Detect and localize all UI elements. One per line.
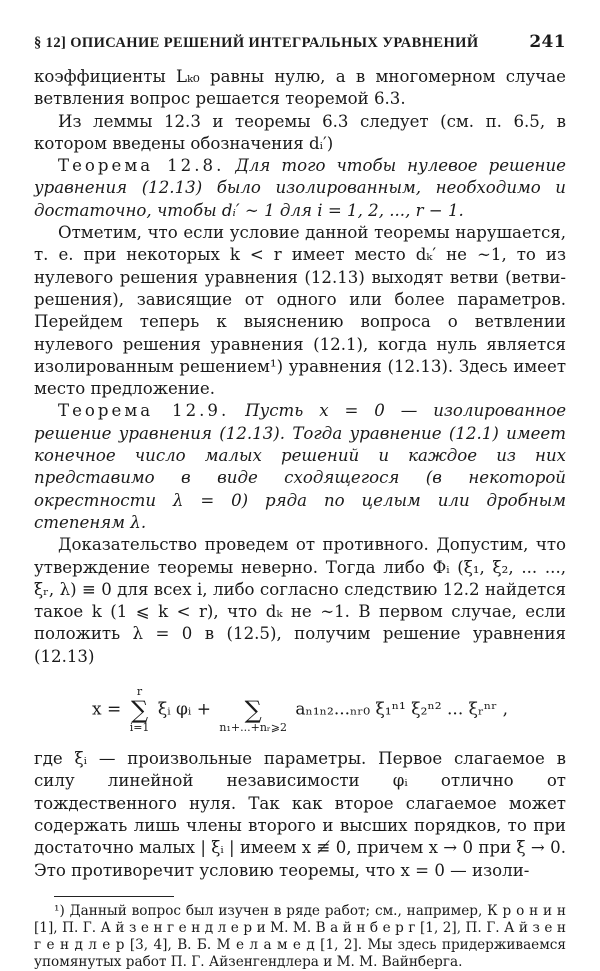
sum1-lower-limit: i=1 bbox=[129, 721, 150, 735]
sum2-term: aₙ₁ₙ₂...ₙᵣ₀ ξ₁ⁿ¹ ξ₂ⁿ² ... ξᵣⁿʳ , bbox=[295, 699, 508, 720]
sum-symbol: ∑ bbox=[130, 696, 149, 725]
sum1-term: ξᵢ φᵢ + bbox=[157, 699, 211, 720]
paragraph-4: Отметим, что если условие данной теоремы нарушается, т. е. при некоторых k < r имеет место dₖ′ не ∼1, то из нулевого решения уравнения (12.13) выходят ветви (ветви-решения), зависящие от одного или более параметров. Перейдем теперь к выяснению вопроса о ветвлении нулевого решения уравнения (12.1), когда нуль является изолированным решением¹) уравнения (12.13). Здесь имеет место предложение. bbox=[34, 223, 566, 399]
theorem-statement: Пусть x = 0 — изолированное решение уравнения (12.13). Тогда уравнение (12.1) имеет конечное число малых решений и каждое из них представимо в виде сходящегося (в некоторой окрестности λ = 0) ряда по целым или дробным степеням λ. bbox=[34, 401, 567, 532]
sum1-upper-limit: r bbox=[136, 685, 143, 699]
theorem-statement: Для того чтобы нулевое решение уравнения (12.13) было изолированным, необходимо и достаточно, чтобы dᵢ′ ∼ 1 для i = 1, 2, ..., r − 1. bbox=[34, 156, 566, 220]
theorem-label: Теорема 12.8. bbox=[58, 156, 225, 176]
page-number: 241 bbox=[529, 32, 566, 52]
running-header bbox=[34, 32, 566, 52]
theorem-12-8 bbox=[34, 155, 566, 222]
display-formula bbox=[34, 686, 566, 734]
sum2-lower-limit: n₁+...+nᵣ⩾2 bbox=[219, 721, 287, 735]
section-header: § 12] ОПИСАНИЕ РЕШЕНИЙ ИНТЕГРАЛЬНЫХ УРАВНЕНИЙ bbox=[34, 35, 479, 51]
book-page bbox=[34, 32, 566, 971]
paragraph-1: коэффициенты Lₖ₀ равны нулю, а в многомерном случае ветвления вопрос решается теоремой 6.3. bbox=[34, 67, 566, 109]
paragraph-7: где ξᵢ — произвольные параметры. Первое слагаемое в силу линейной независимости φᵢ отлично от тождественного нуля. Так как второе слагаемое может содержать лишь члены второго и высших порядков, то при достаточно малых | ξᵢ | имеем x ≢ 0, причем x → 0 при ξ → 0. Это противоречит условию теоремы, что x = 0 — изоли- bbox=[34, 749, 566, 880]
paragraph-2: Из леммы 12.3 и теоремы 6.3 следует (см. п. 6.5, в котором введены обозначения dᵢ′) bbox=[34, 111, 566, 153]
sum-symbol: ∑ bbox=[244, 696, 262, 725]
proof-paragraph: Доказательство проведем от противного. Допустим, что утверждение теоремы неверно. Тогда либо Φᵢ (ξ₁, ξ₂, ... ..., ξᵣ, λ) ≡ 0 для всех i, либо согласно следствию 12.2 найдется такое k (1 ⩽ k < r), что dₖ не ∼1. В первом случае, если положить λ = 0 в (12.5), получим решение уравнения (12.13) bbox=[34, 535, 566, 666]
formula-lhs: x = bbox=[92, 699, 122, 720]
footnote bbox=[34, 903, 566, 971]
theorem-12-9 bbox=[34, 400, 566, 534]
footnote-divider bbox=[54, 896, 174, 897]
footnote-text: ¹) Данный вопрос был изучен в ряде работ; см., например, К р о н и н [1], П. Г. А й з е н г е н д л е р и М. М. В а й н б е р г [1, 2], П. Г. А й з е н г е н д л е р [3, 4], В. Б. М е л а м е д [1, 2]. Мы здесь придерживаемся упомянутых работ П. Г. Айзенгендлера и М. М. Вайнберга. bbox=[34, 902, 566, 970]
theorem-label: Теорема 12.9. bbox=[58, 401, 230, 421]
